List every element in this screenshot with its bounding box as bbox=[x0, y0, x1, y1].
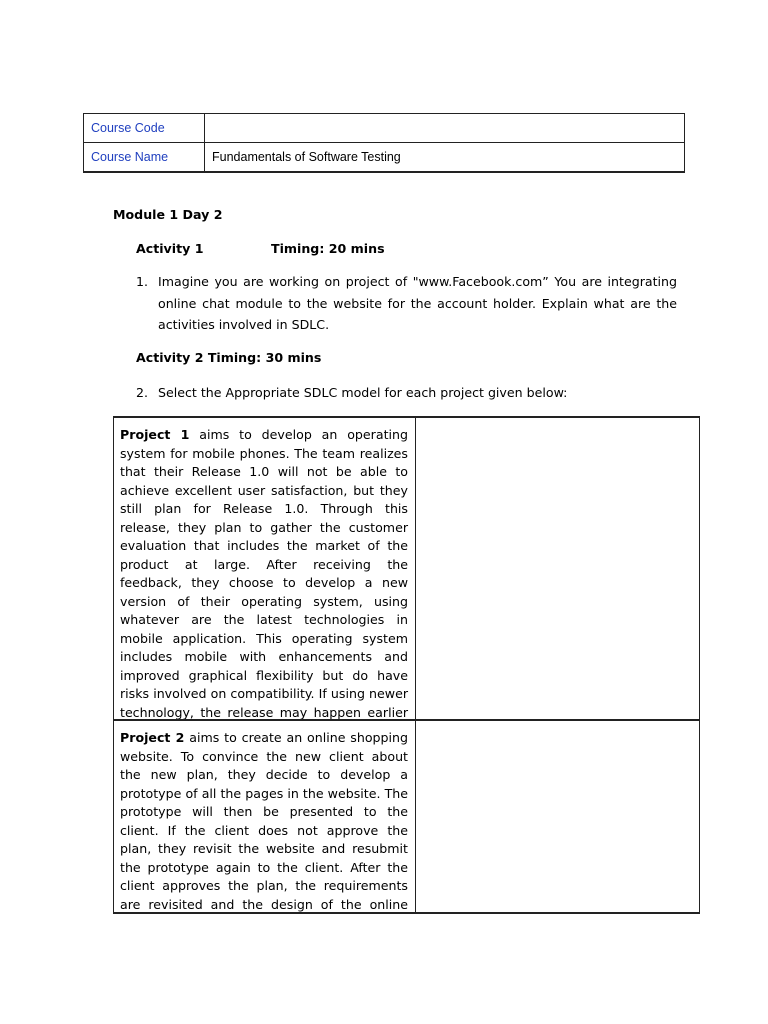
question1-text: Imagine you are working on project of "www.Facebook.com” You are integrating online chat module to the website for the account holder. Explain what are the activities involved in SDLC. bbox=[158, 274, 677, 333]
question2-text: Select the Appropriate SDLC model for each project given below: bbox=[158, 385, 568, 400]
projects-table bbox=[113, 416, 700, 914]
project-description bbox=[120, 729, 408, 912]
course-code-label: Course Code bbox=[84, 114, 205, 143]
question1-number: 1. bbox=[136, 274, 149, 289]
project-row bbox=[114, 418, 699, 721]
activity1-label: Activity 1 bbox=[136, 241, 204, 256]
course-name-value: Fundamentals of Software Testing bbox=[205, 143, 685, 173]
course-name-label: Course Name bbox=[84, 143, 205, 173]
project-text: aims to create an online shopping website. To convince the new client about the new plan, they decide to develop a prototype of all the pages in the website. The prototype will then be presented to the client. If the client does not approve the plan, they revisit the website and resubmit the prototype again to the client. After the client approves the plan, the requirements are revisited and the design of the online bbox=[120, 730, 408, 912]
module-title: Module 1 Day 2 bbox=[113, 207, 223, 222]
activity1-timing: Timing: 20 mins bbox=[271, 241, 385, 256]
course-code-row bbox=[84, 114, 685, 143]
activity2-label: Activity 2 Timing: 30 mins bbox=[136, 350, 322, 365]
project-answer-cell[interactable] bbox=[416, 418, 699, 719]
project-description-cell bbox=[114, 721, 416, 912]
project-description-cell bbox=[114, 418, 416, 719]
project-answer-cell[interactable] bbox=[416, 721, 699, 912]
project-text: aims to develop an operating system for mobile phones. The team realizes that their Release 1.0 will not be able to achieve excellent user satisfaction, but they still plan for Release 1.0. Through this release, they plan to gather the customer evaluation that includes the market of the product at large. After receiving the feedback, they choose to develop a new version of their operating system, using whatever are the latest technologies in mobile application. This operating system includes mobile with enhancements and improved graphical flexibility but do have risks involved on compatibility. If using newer technology, the release may happen earlier bbox=[120, 427, 408, 719]
project-row bbox=[114, 721, 699, 912]
course-name-row bbox=[84, 143, 685, 173]
project-name: Project 1 bbox=[120, 427, 190, 442]
course-code-value bbox=[205, 114, 685, 143]
project-name: Project 2 bbox=[120, 730, 185, 745]
project-description bbox=[120, 426, 408, 719]
question2-number: 2. bbox=[136, 385, 149, 400]
course-info-table bbox=[83, 113, 685, 173]
